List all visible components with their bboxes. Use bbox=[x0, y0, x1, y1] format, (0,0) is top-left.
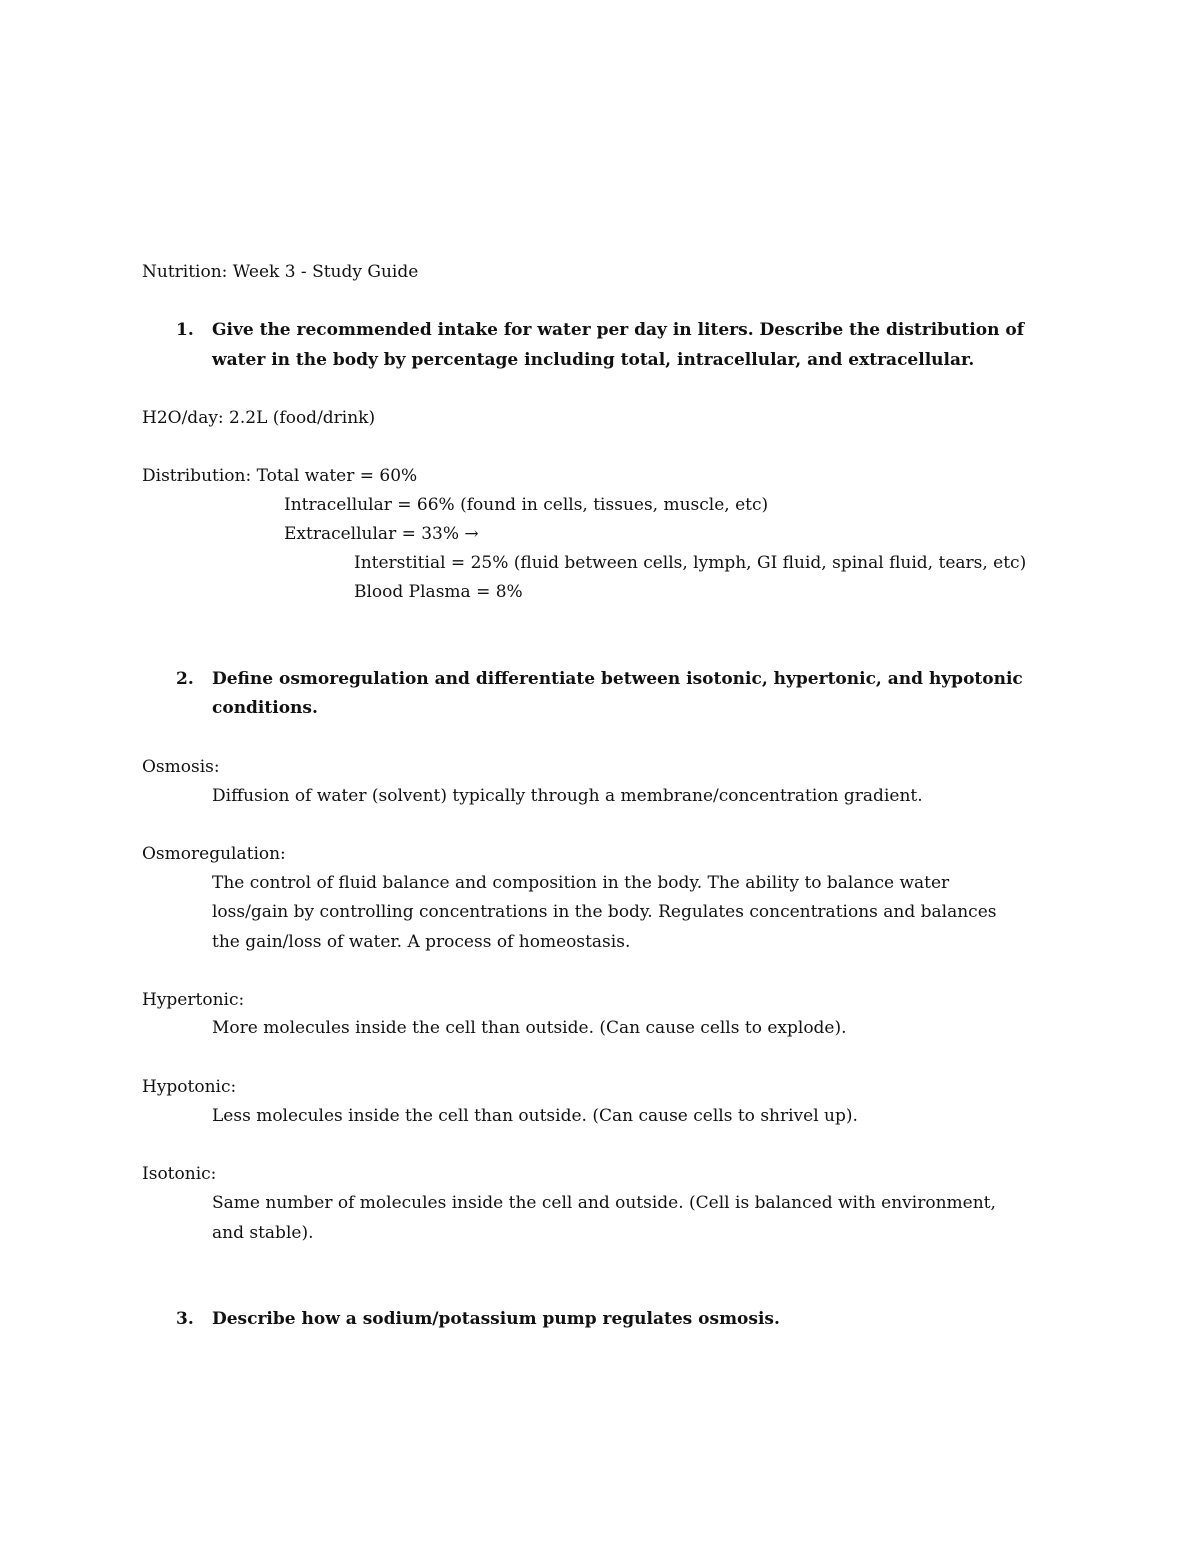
isotonic-heading: Isotonic: bbox=[142, 1164, 217, 1184]
osmoregulation-heading: Osmoregulation: bbox=[142, 844, 286, 864]
question-2-number: 2. bbox=[176, 669, 194, 689]
distribution-interstitial: Interstitial = 25% (fluid between cells, lymph, GI fluid, spinal fluid, tears, etc) bbox=[354, 553, 1027, 573]
distribution-total: Distribution: Total water = 60% bbox=[142, 466, 418, 486]
isotonic-line-2: and stable). bbox=[212, 1223, 314, 1243]
question-1-line-1: Give the recommended intake for water per day in liters. Describe the distribution of bbox=[212, 320, 1025, 340]
distribution-intracellular: Intracellular = 66% (found in cells, tissues, muscle, etc) bbox=[284, 495, 769, 515]
osmoregulation-line-3: the gain/loss of water. A process of homeostasis. bbox=[212, 932, 631, 952]
document-title: Nutrition: Week 3 - Study Guide bbox=[142, 262, 419, 282]
isotonic-line-1: Same number of molecules inside the cell and outside. (Cell is balanced with environment, bbox=[212, 1193, 996, 1213]
question-3-number: 3. bbox=[176, 1309, 194, 1329]
water-intake-answer: H2O/day: 2.2L (food/drink) bbox=[142, 408, 376, 428]
distribution-blood-plasma: Blood Plasma = 8% bbox=[354, 582, 523, 602]
hypotonic-definition: Less molecules inside the cell than outside. (Can cause cells to shrivel up). bbox=[212, 1106, 858, 1126]
osmoregulation-line-2: loss/gain by controlling concentrations in the body. Regulates concentrations and balances bbox=[212, 902, 997, 922]
hypertonic-definition: More molecules inside the cell than outside. (Can cause cells to explode). bbox=[212, 1018, 847, 1038]
question-1-line-2: water in the body by percentage including total, intracellular, and extracellular. bbox=[212, 350, 975, 370]
question-2-line-2: conditions. bbox=[212, 698, 318, 718]
distribution-extracellular: Extracellular = 33% → bbox=[284, 524, 479, 544]
hypotonic-heading: Hypotonic: bbox=[142, 1077, 237, 1097]
question-1-number: 1. bbox=[176, 320, 194, 340]
osmosis-definition: Diffusion of water (solvent) typically through a membrane/concentration gradient. bbox=[212, 786, 923, 806]
osmoregulation-line-1: The control of fluid balance and composition in the body. The ability to balance water bbox=[212, 873, 950, 893]
question-2-line-1: Define osmoregulation and differentiate between isotonic, hypertonic, and hypotonic bbox=[212, 669, 1023, 689]
hypertonic-heading: Hypertonic: bbox=[142, 990, 245, 1010]
osmosis-heading: Osmosis: bbox=[142, 757, 220, 777]
question-3-line-1: Describe how a sodium/potassium pump regulates osmosis. bbox=[212, 1309, 780, 1329]
